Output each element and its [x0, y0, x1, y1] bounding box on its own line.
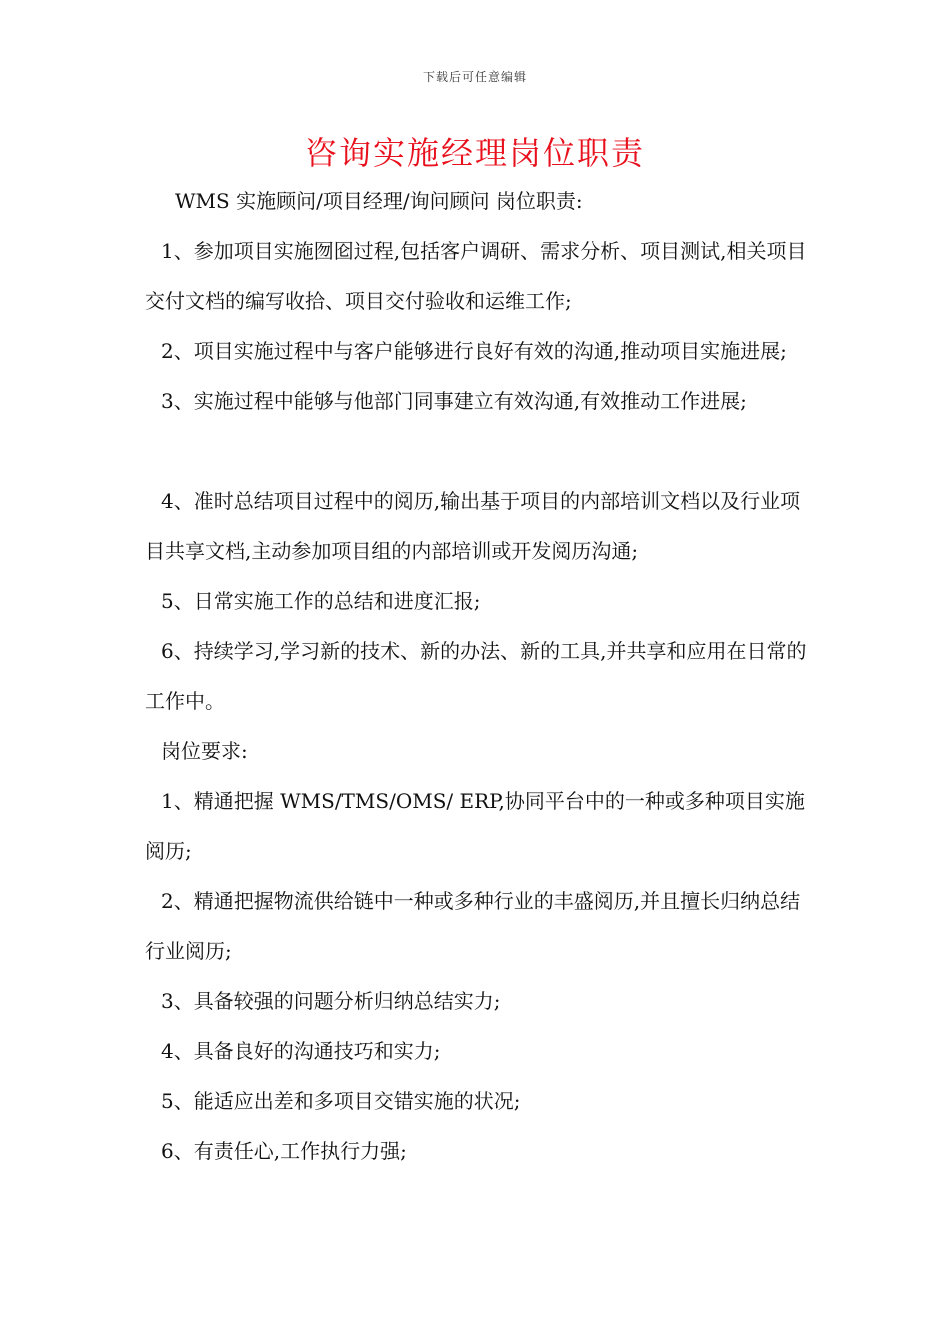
requirement-item: 5、能适应出差和多项目交错实施的状况;	[161, 1089, 521, 1113]
intro-line: WMS 实施顾问/项目经理/询问顾问 岗位职责:	[175, 189, 583, 213]
duty-item: 1、参加项目实施囫囵过程,包括客户调研、需求分析、项目测试,相关项目交付文档的编写收拾、项目交付验收和运维工作;	[145, 239, 807, 313]
document-body	[145, 176, 815, 1176]
header-note: 下载后可任意编辑	[422, 70, 527, 84]
duty-item: 6、持续学习,学习新的技术、新的办法、新的工具,并共享和应用在日常的工作中。	[145, 639, 807, 713]
requirement-item: 2、精通把握物流供给链中一种或多种行业的丰盛阅历,并且擅长归纳总结行业阅历;	[145, 889, 801, 963]
page-title: 咨询实施经理岗位职责	[304, 134, 645, 172]
duty-item: 4、准时总结项目过程中的阅历,输出基于项目的内部培训文档以及行业项目共享文档,主动参加项目组的内部培训或开发阅历沟通;	[145, 489, 801, 563]
requirement-item: 6、有责任心,工作执行力强;	[161, 1139, 407, 1163]
requirement-item: 3、具备较强的问题分析归纳总结实力;	[161, 989, 501, 1013]
requirement-item: 4、具备良好的沟通技巧和实力;	[161, 1039, 441, 1063]
requirements-heading: 岗位要求:	[161, 739, 248, 763]
paragraph-gap	[145, 426, 815, 476]
duty-item: 2、项目实施过程中与客户能够进行良好有效的沟通,推动项目实施进展;	[161, 339, 787, 363]
duty-item: 5、日常实施工作的总结和进度汇报;	[161, 589, 481, 613]
duty-item: 3、实施过程中能够与他部门同事建立有效沟通,有效推动工作进展;	[161, 389, 747, 413]
requirement-item: 1、精通把握 WMS/TMS/OMS/ ERP,协同平台中的一种或多种项目实施阅历;	[145, 789, 805, 863]
